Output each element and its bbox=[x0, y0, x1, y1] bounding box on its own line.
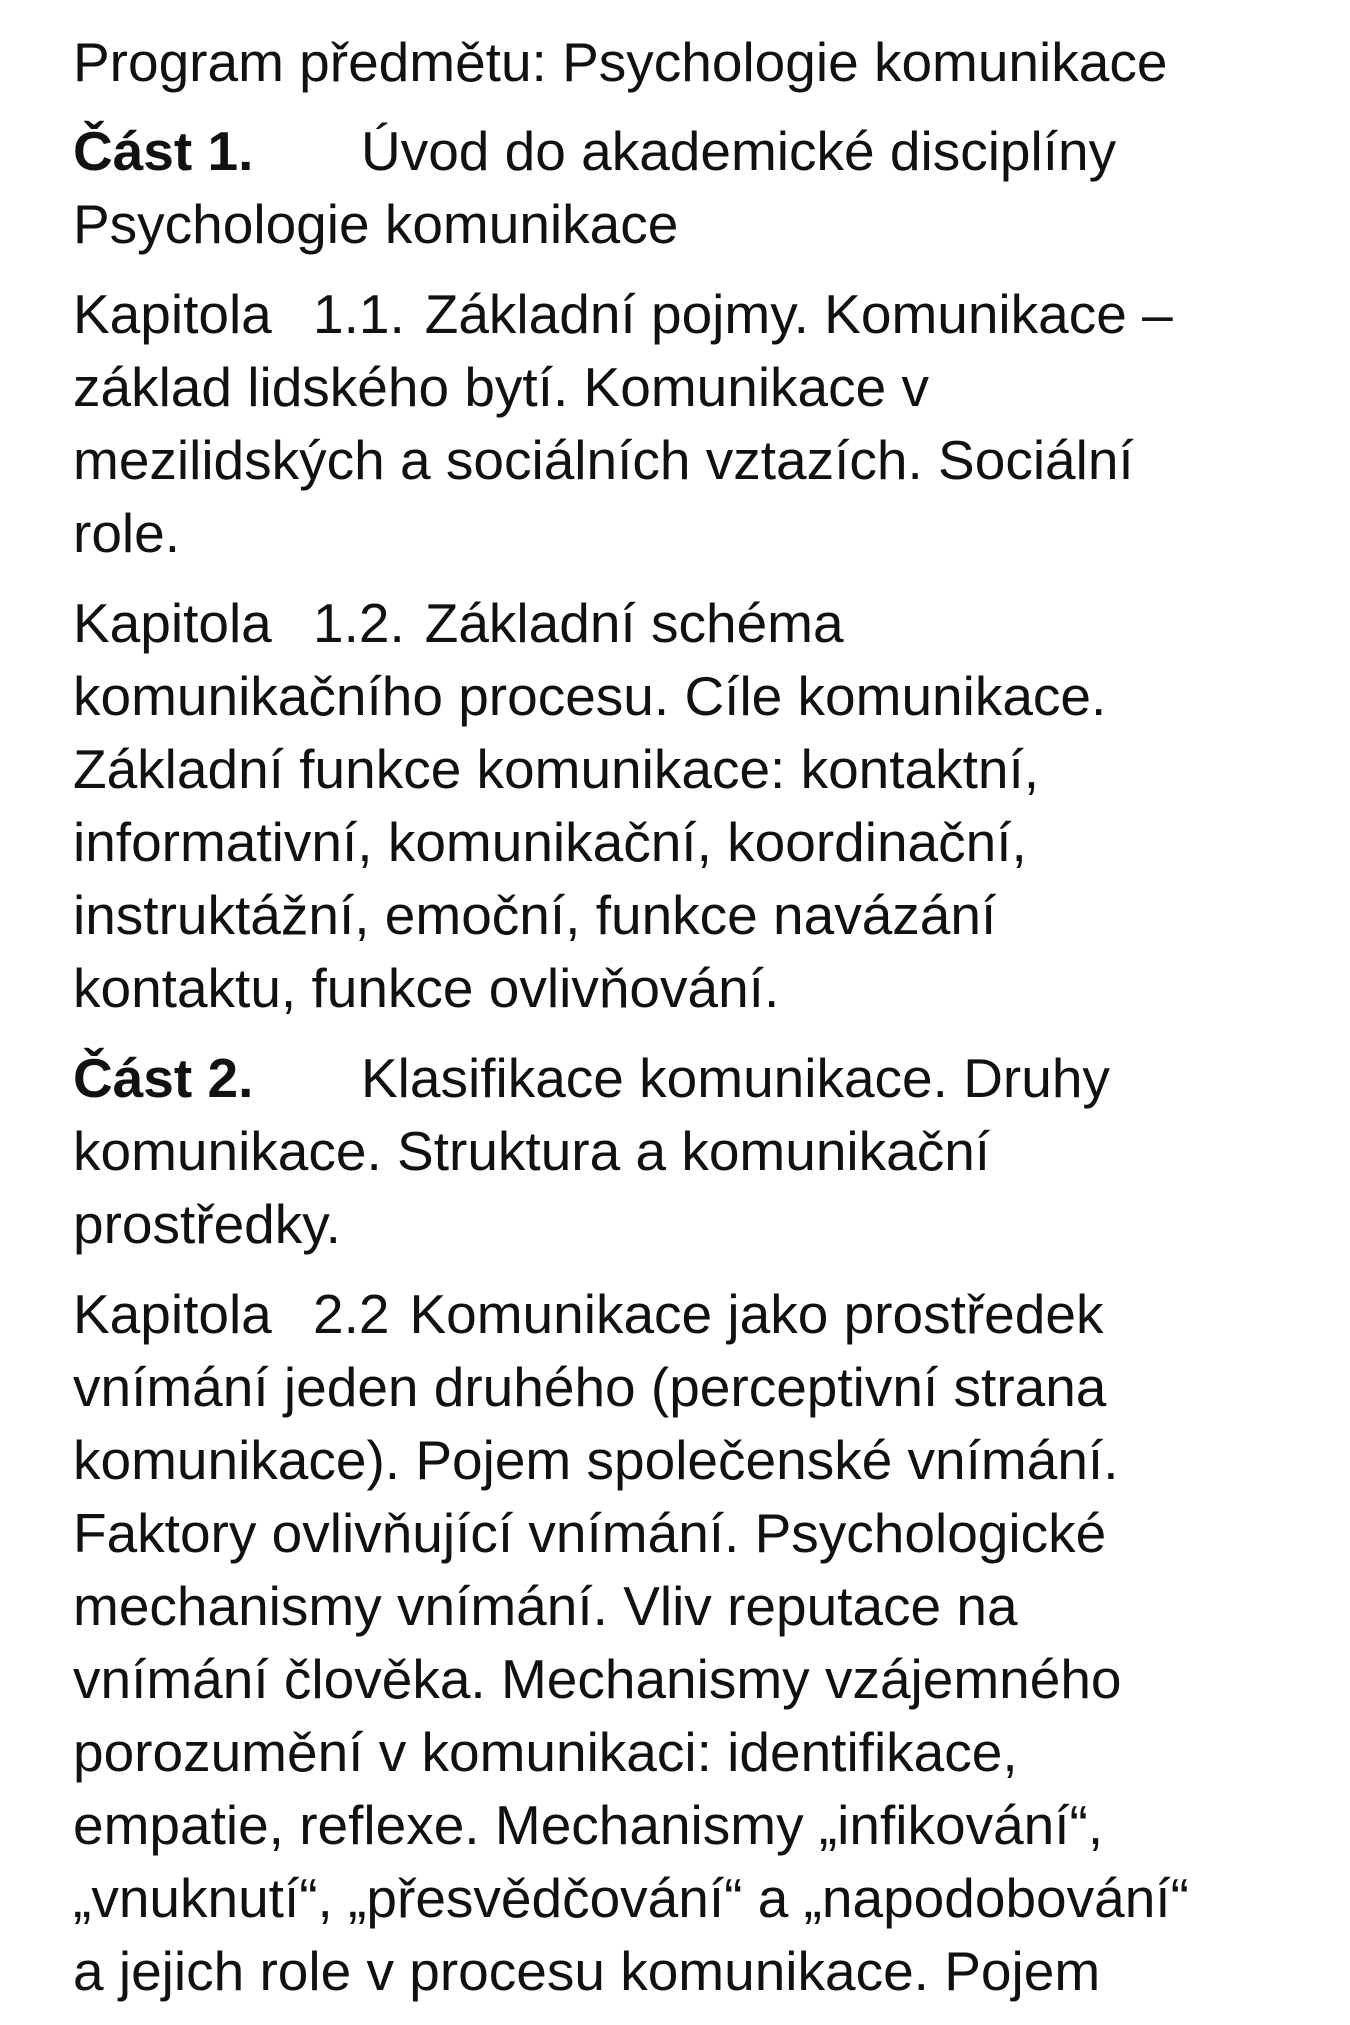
chapter-1-1 bbox=[73, 278, 1323, 570]
chapter-2-2-line-5: mechanismy vnímání. Vliv reputace na bbox=[73, 1575, 1018, 1637]
part-1-line-1: Úvod do akademické disciplíny bbox=[361, 120, 1117, 182]
chapter-2-2-line-7: porozumění v komunikaci: identifikace, bbox=[73, 1721, 1018, 1783]
chapter-2-2-line-4: Faktory ovlivňující vnímání. Psychologické bbox=[73, 1502, 1107, 1564]
chapter-2-2-first-line bbox=[73, 1278, 1323, 1351]
chapter-1-1-number: 1.1. bbox=[313, 283, 405, 345]
part-2-line-3: prostředky. bbox=[73, 1193, 341, 1255]
chapter-1-1-line-3: mezilidských a sociálních vztazích. Sociální bbox=[73, 429, 1134, 491]
chapter-1-2-line-3: Základní funkce komunikace: kontaktní, bbox=[73, 738, 1040, 800]
chapter-2-2-line-6: vnímání člověka. Mechanismy vzájemného bbox=[73, 1648, 1122, 1710]
part-1-line-2: Psychologie komunikace bbox=[73, 193, 679, 255]
part-1 bbox=[73, 115, 1323, 261]
chapter-1-1-line-2: základ lidského bytí. Komunikace v bbox=[73, 356, 929, 418]
chapter-2-2-line-9: „vnuknutí“, „přesvědčování“ a „napodobování“ bbox=[73, 1867, 1189, 1929]
document-title: Program předmětu: Psychologie komunikace bbox=[73, 31, 1168, 93]
chapter-1-2-line-6: kontaktu, funkce ovlivňování. bbox=[73, 957, 780, 1019]
chapter-2-2-line-8: empatie, reflexe. Mechanismy „infikování“, bbox=[73, 1794, 1104, 1856]
chapter-1-1-line-1: Základní pojmy. Komunikace – bbox=[424, 283, 1173, 345]
chapter-2-2-line-10: a jejich role v procesu komunikace. Pojem bbox=[73, 1940, 1101, 2002]
chapter-1-2-first-line bbox=[73, 587, 1323, 660]
part-1-label: Část 1. bbox=[73, 120, 254, 182]
part-2-first-line bbox=[73, 1042, 1323, 1115]
chapter-1-1-first-line bbox=[73, 278, 1323, 351]
part-2-line-2: komunikace. Struktura a komunikační bbox=[73, 1120, 991, 1182]
chapter-1-2-label: Kapitola bbox=[73, 592, 272, 654]
chapter-2-2-line-2: vnímání jeden druhého (perceptivní strana bbox=[73, 1356, 1107, 1418]
chapter-2-2-number: 2.2 bbox=[313, 1283, 390, 1345]
document-page bbox=[73, 26, 1323, 2025]
chapter-1-1-line-4: role. bbox=[73, 502, 180, 564]
chapter-1-1-label: Kapitola bbox=[73, 283, 272, 345]
chapter-1-2-line-1: Základní schéma bbox=[424, 592, 844, 654]
part-1-first-line bbox=[73, 115, 1323, 188]
part-2-line-1: Klasifikace komunikace. Druhy bbox=[361, 1047, 1110, 1109]
chapter-1-2-number: 1.2. bbox=[313, 592, 405, 654]
chapter-2-2-line-1: Komunikace jako prostředek bbox=[409, 1283, 1104, 1345]
chapter-1-2-line-5: instruktážní, emoční, funkce navázání bbox=[73, 884, 997, 946]
chapter-2-2 bbox=[73, 1278, 1323, 2008]
chapter-2-2-label: Kapitola bbox=[73, 1283, 272, 1345]
chapter-2-2-line-3: komunikace). Pojem společenské vnímání. bbox=[73, 1429, 1119, 1491]
chapter-1-2 bbox=[73, 587, 1323, 1025]
chapter-1-2-line-4: informativní, komunikační, koordinační, bbox=[73, 811, 1027, 873]
chapter-1-2-line-2: komunikačního procesu. Cíle komunikace. bbox=[73, 665, 1107, 727]
part-2-label: Část 2. bbox=[73, 1047, 254, 1109]
part-2 bbox=[73, 1042, 1323, 1261]
